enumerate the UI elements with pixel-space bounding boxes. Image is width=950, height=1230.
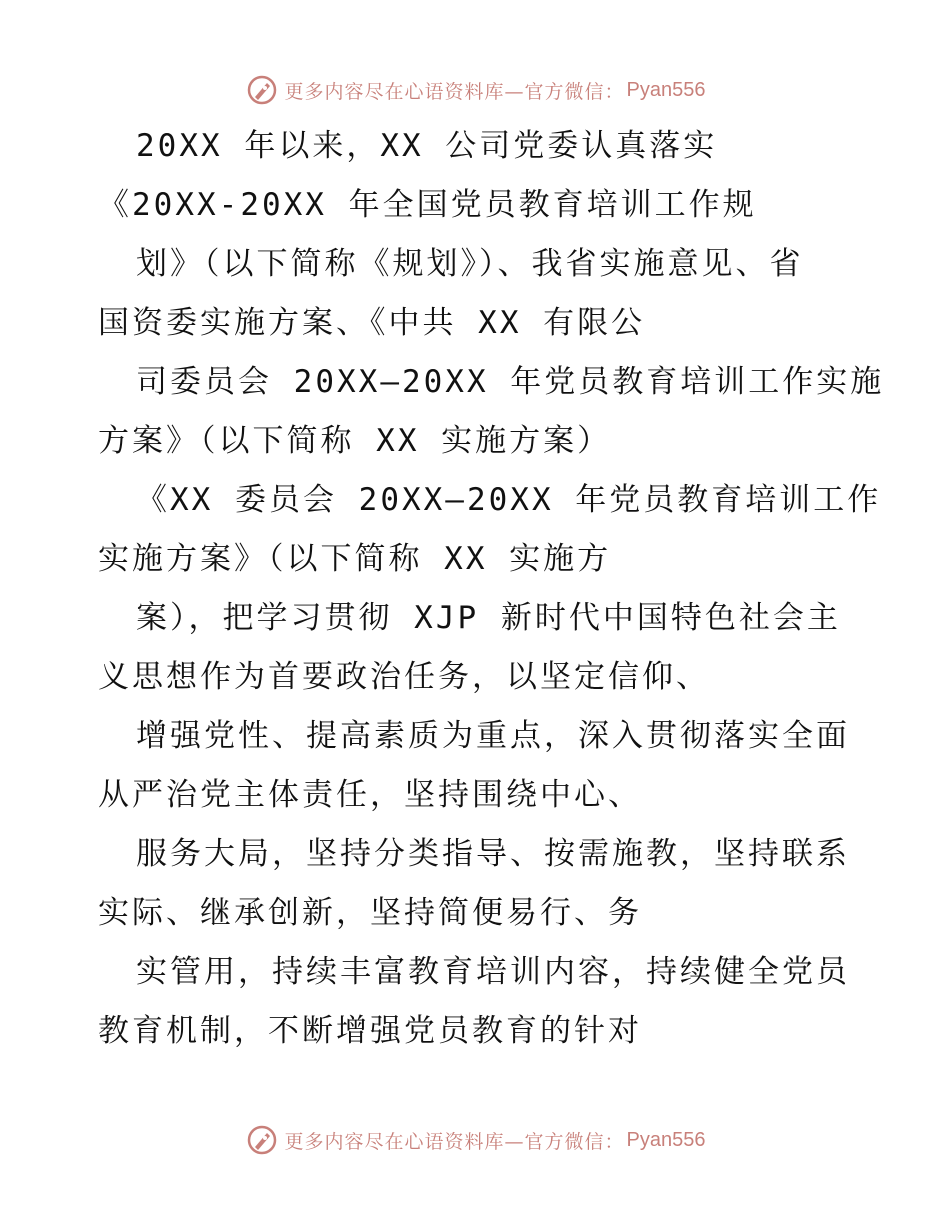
body-line: 《XX 委员会 20XX—20XX 年党员教育培训工作 [136, 482, 882, 518]
body-line: 服务大局，坚持分类指导、按需施教，坚持联系 [136, 836, 850, 872]
watermark-text: 更多内容尽在心语资料库—官方微信： [284, 80, 625, 103]
body-line: 方案》（以下简称 XX 实施方案） [98, 423, 612, 459]
body-line: 案），把学习贯彻 XJP 新时代中国特色社会主 [136, 600, 841, 636]
body-line: 《20XX-20XX 年全国党员教育培训工作规 [98, 187, 757, 223]
body-line: 从严治党主体责任，坚持围绕中心、 [98, 777, 642, 813]
body-line: 实施方案》（以下简称 XX 实施方 [98, 541, 612, 577]
watermark-wechat-id: Pyan556 [626, 1128, 706, 1151]
footer-watermark [0, 1120, 950, 1160]
body-line: 义思想作为首要政治任务，以坚定信仰、 [98, 659, 710, 695]
body-line: 划》（以下简称《规划》）、我省实施意见、省 [136, 246, 804, 282]
header-watermark [0, 70, 950, 110]
body-line: 司委员会 20XX—20XX 年党员教育培训工作实施 [136, 364, 885, 400]
watermark-wechat-id: Pyan556 [626, 78, 706, 101]
watermark-text: 更多内容尽在心语资料库—官方微信： [284, 1130, 625, 1153]
pen-nib-logo-icon [245, 1123, 279, 1157]
body-line: 增强党性、提高素质为重点，深入贯彻落实全面 [136, 718, 850, 754]
body-line: 实管用，持续丰富教育培训内容，持续健全党员 [136, 954, 850, 990]
body-line: 国资委实施方案、《中共 XX 有限公 [98, 305, 646, 341]
body-line: 20XX 年以来，XX 公司党委认真落实 [136, 128, 718, 164]
pen-nib-logo-icon [245, 73, 279, 107]
body-line: 实际、继承创新，坚持简便易行、务 [98, 895, 642, 931]
body-line: 教育机制，不断增强党员教育的针对 [98, 1013, 642, 1049]
